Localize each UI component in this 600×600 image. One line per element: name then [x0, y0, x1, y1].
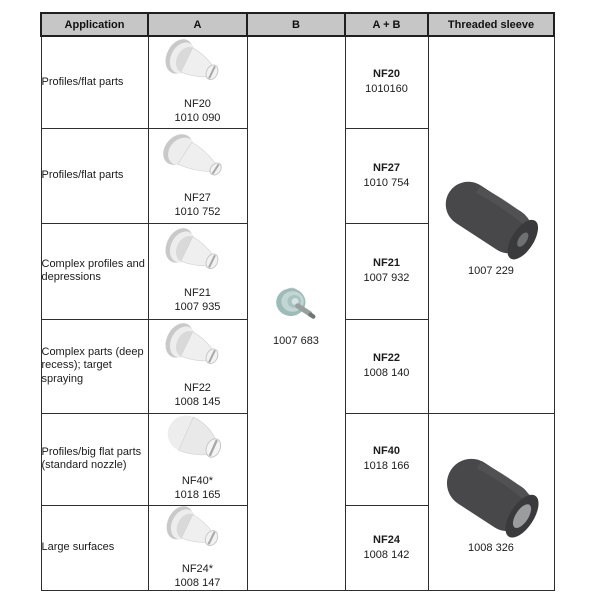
application-cell: Complex parts (deep recess); target spraying — [41, 319, 148, 413]
nozzle-a-image — [162, 228, 234, 286]
ab-cell — [345, 319, 428, 413]
part-code: 1007 932 — [363, 272, 410, 284]
col-header-threaded-sleeve: Threaded sleeve — [428, 13, 554, 36]
part-code: 1008 142 — [363, 548, 410, 561]
nozzle-a-image — [157, 133, 238, 191]
ab-cell — [345, 36, 428, 128]
part-code: 1010160 — [365, 83, 408, 96]
part-name: NF22 — [373, 352, 400, 364]
part-code: 1018 165 — [174, 489, 221, 501]
threaded-sleeve-cell — [428, 413, 554, 590]
nozzle-a-cell — [148, 128, 247, 223]
part-code: 1008 147 — [174, 576, 221, 589]
ab-cell — [345, 413, 428, 505]
nozzle-a-cell — [148, 505, 247, 590]
header-row — [41, 13, 554, 36]
nozzle-a-image — [162, 506, 234, 562]
application-cell: Large surfaces — [41, 505, 148, 590]
part-name: NF21 — [373, 257, 400, 269]
ab-cell — [345, 128, 428, 223]
col-header-application: Application — [41, 13, 148, 36]
part-code: 1008 145 — [174, 396, 221, 408]
part-code: 1010 754 — [363, 176, 410, 189]
nozzle-table — [40, 12, 555, 591]
part-name: NF20 — [373, 68, 400, 81]
part-code: 1010 090 — [174, 112, 221, 125]
part-name: NF40* — [181, 475, 214, 487]
col-header-a: A — [148, 13, 247, 36]
nozzle-a-cell — [148, 223, 247, 319]
nozzle-a-cell — [148, 413, 247, 505]
nozzle-a-image — [162, 323, 234, 381]
nozzle-b-image — [268, 279, 324, 329]
threaded-sleeve-image — [432, 450, 550, 542]
ab-cell — [345, 505, 428, 590]
part-name: NF27 — [184, 191, 211, 204]
part-name: NF20 — [184, 98, 211, 111]
application-cell: Profiles/flat parts — [41, 36, 148, 128]
nozzle-a-cell — [148, 319, 247, 413]
threaded-sleeve-cell — [428, 36, 554, 413]
part-code: 1008 326 — [468, 541, 514, 554]
part-code: 1018 166 — [363, 460, 410, 472]
ab-cell — [345, 223, 428, 319]
application-cell: Complex profiles and depressions — [41, 223, 148, 319]
nozzle-a-image — [159, 414, 235, 475]
nozzle-a-image — [162, 39, 234, 97]
application-cell: Profiles/big flat parts (standard nozzle) — [41, 413, 148, 505]
nozzle-b-cell — [247, 36, 345, 590]
part-code: 1007 683 — [273, 335, 319, 348]
part-name: NF22 — [184, 382, 211, 394]
threaded-sleeve-image — [432, 173, 550, 265]
col-header-b: B — [247, 13, 345, 36]
part-code: 1008 140 — [363, 367, 410, 379]
col-header-a-plus-b: A + B — [345, 13, 428, 36]
part-code: 1007 935 — [174, 301, 221, 313]
part-name: NF24* — [181, 562, 214, 575]
part-name: NF27 — [373, 161, 400, 174]
table-row — [41, 36, 554, 128]
part-code: 1010 752 — [174, 205, 221, 218]
part-name: NF24 — [373, 533, 400, 546]
application-cell: Profiles/flat parts — [41, 128, 148, 223]
part-code: 1007 229 — [468, 264, 514, 277]
part-name: NF40 — [373, 445, 400, 457]
part-name: NF21 — [184, 287, 211, 299]
nozzle-a-cell — [148, 36, 247, 128]
